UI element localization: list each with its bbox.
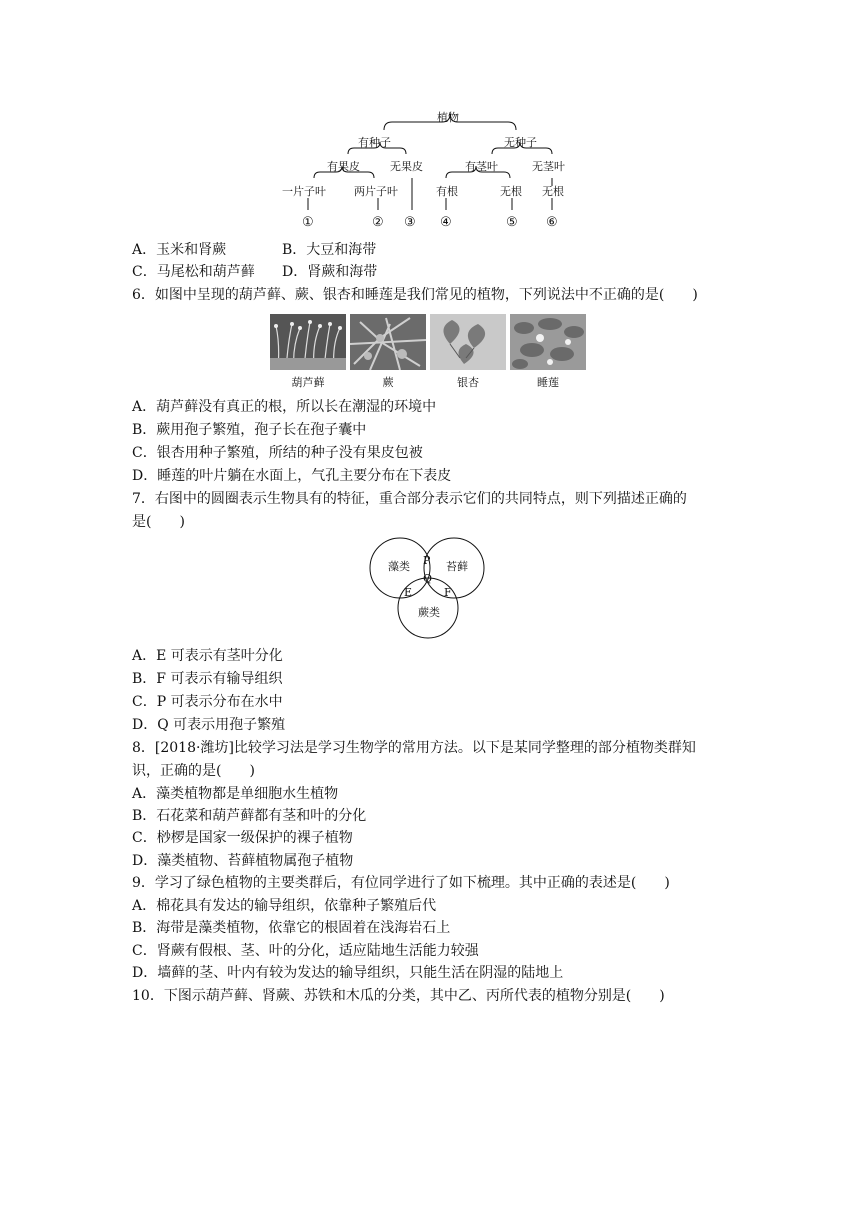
venn-e-label: E — [404, 586, 413, 599]
tree-number-1: ① — [302, 215, 314, 230]
venn-algae-label: 藻类 — [388, 560, 410, 573]
q5-option-a[interactable]: A．玉米和肾蕨 — [132, 242, 227, 258]
venn-fern-label: 蕨类 — [418, 606, 440, 619]
tree-nostemleaf-label: 无茎叶 — [532, 160, 565, 173]
tree-root-yes-label: 有根 — [436, 185, 458, 198]
q6-option-a[interactable]: A．葫芦藓没有真正的根，所以长在潮湿的环境中 — [132, 399, 437, 415]
tree-seed-label: 有种子 — [358, 136, 391, 149]
tree-number-2: ② — [372, 215, 384, 230]
moss-photo — [270, 314, 346, 370]
q9-option-c[interactable]: C．肾蕨有假根、茎、叶的分化，适应陆地生活能力较强 — [132, 943, 479, 959]
tree-stemleaf-label: 有茎叶 — [465, 160, 498, 173]
q10-stem: 10．下图示葫芦藓、肾蕨、苏铁和木瓜的分类，其中乙、丙所代表的植物分别是( ) — [132, 988, 665, 1004]
tree-mono-label: 一片子叶 — [282, 185, 326, 198]
venn-f-label: F — [444, 586, 452, 599]
venn-q-label: Q — [423, 572, 433, 585]
q7-option-a[interactable]: A．E 可表示有茎叶分化 — [132, 648, 283, 664]
tree-number-5: ⑤ — [506, 215, 518, 230]
q6-option-d[interactable]: D．睡莲的叶片躺在水面上，气孔主要分布在下表皮 — [132, 468, 452, 484]
q6-option-c[interactable]: C．银杏用种子繁殖，所结的种子没有果皮包被 — [132, 445, 423, 461]
q8-stem-line-2: 识，正确的是( ) — [132, 763, 255, 779]
plant-classification-tree — [270, 104, 590, 232]
q8-stem-line-1: 8．[2018·潍坊]比较学习法是学习生物学的常用方法。以下是某同学整理的部分植物类群知 — [132, 740, 696, 756]
moss-caption: 葫芦藓 — [291, 376, 325, 389]
q9-option-b[interactable]: B．海带是藻类植物，依靠它的根固着在浅海岩石上 — [132, 920, 451, 936]
q8-option-d[interactable]: D．藻类植物、苔藓植物属孢子植物 — [132, 853, 354, 869]
water-lily-caption: 睡莲 — [537, 376, 559, 389]
tree-number-6: ⑥ — [546, 215, 558, 230]
venn-p-label: P — [423, 554, 431, 567]
tree-number-4: ④ — [440, 215, 452, 230]
q7-option-b[interactable]: B．F 可表示有输导组织 — [132, 671, 283, 687]
q7-venn-diagram — [366, 536, 490, 642]
water-lily-photo — [510, 314, 586, 370]
q5-option-d[interactable]: D．肾蕨和海带 — [282, 264, 378, 280]
q8-option-a[interactable]: A．藻类植物都是单细胞水生植物 — [132, 786, 339, 802]
q5-option-c[interactable]: C．马尾松和葫芦藓 — [132, 264, 255, 280]
tree-root-no-label-2: 无根 — [542, 185, 564, 198]
tree-root-label: 植物 — [437, 111, 459, 124]
q9-option-a[interactable]: A．棉花具有发达的输导组织，依靠种子繁殖后代 — [132, 898, 437, 914]
q9-option-d[interactable]: D．墙藓的茎、叶内有较为发达的输导组织，只能生活在阴湿的陆地上 — [132, 965, 564, 981]
fern-caption: 蕨 — [382, 376, 394, 389]
tree-fruit-label: 有果皮 — [327, 160, 360, 173]
q9-stem: 9．学习了绿色植物的主要类群后，有位同学进行了如下梳理。其中正确的表述是( ) — [132, 875, 670, 891]
fern-photo — [350, 314, 426, 370]
q5-option-b[interactable]: B．大豆和海带 — [282, 242, 377, 258]
tree-di-label: 两片子叶 — [354, 185, 398, 198]
q5-options-row-1 — [132, 240, 376, 260]
tree-root-no-label-1: 无根 — [500, 185, 522, 198]
q7-option-c[interactable]: C．P 可表示分布在水中 — [132, 694, 283, 710]
q8-option-b[interactable]: B．石花菜和葫芦藓都有茎和叶的分化 — [132, 808, 367, 824]
venn-moss-label: 苔藓 — [446, 560, 468, 573]
q7-option-d[interactable]: D．Q 可表示用孢子繁殖 — [132, 717, 286, 733]
tree-nofruit-label: 无果皮 — [390, 160, 423, 173]
tree-noseed-label: 无种子 — [504, 136, 537, 149]
ginkgo-photo — [430, 314, 506, 370]
q6-stem: 6．如图中呈现的葫芦藓、蕨、银杏和睡莲是我们常见的植物，下列说法中不正确的是( ) — [132, 287, 698, 303]
q7-stem-line-2: 是( ) — [132, 514, 185, 530]
ginkgo-caption: 银杏 — [457, 376, 479, 389]
tree-number-3: ③ — [404, 215, 416, 230]
q7-stem-line-1: 7．右图中的圆圈表示生物具有的特征，重合部分表示它们的共同特点，则下列描述正确的 — [132, 491, 687, 507]
q5-options-row-2 — [132, 262, 377, 282]
q8-option-c[interactable]: C．桫椤是国家一级保护的裸子植物 — [132, 830, 353, 846]
tree-diagram — [270, 104, 590, 232]
q6-plant-photos — [270, 314, 588, 392]
q6-option-b[interactable]: B．蕨用孢子繁殖，孢子长在孢子囊中 — [132, 422, 367, 438]
